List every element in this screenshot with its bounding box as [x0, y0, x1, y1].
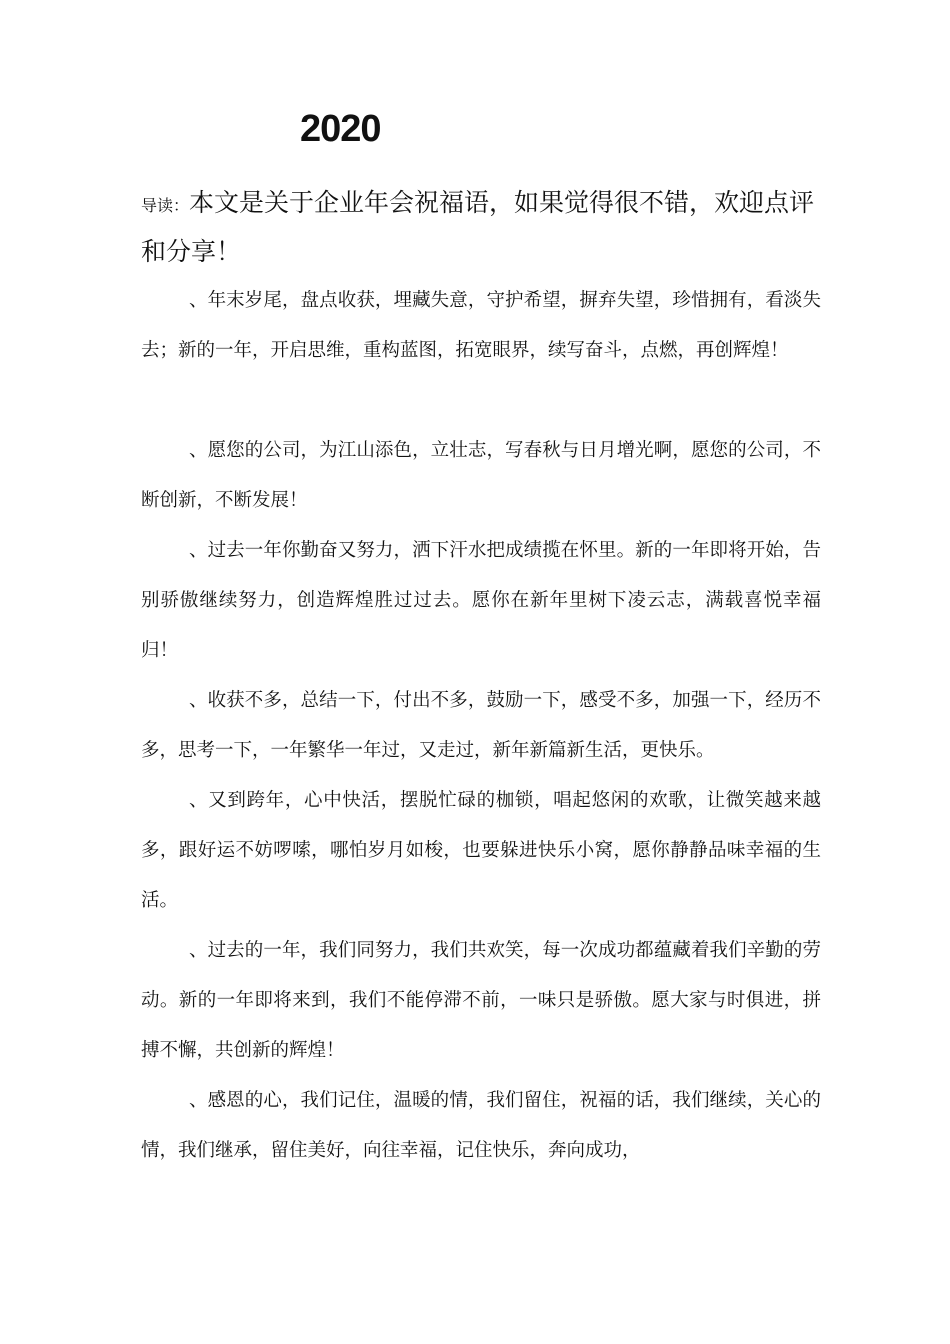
intro-text: 本文是关于企业年会祝福语，如果觉得很不错，欢迎点评和分享！ [141, 188, 815, 266]
paragraph-3: 、过去一年你勤奋又努力，洒下汗水把成绩揽在怀里。新的一年即将开始，告别骄傲继续努力，创造辉煌胜过过去。愿你在新年里树下凌云志，满载喜悦幸福归！ [141, 540, 821, 661]
paragraph-7: 、感恩的心，我们记住，温暖的情，我们留住，祝福的话，我们继续，关心的情，我们继承，留住美好，向往幸福，记住快乐，奔向成功， [141, 1090, 821, 1161]
document-title: 2020 [300, 108, 381, 150]
paragraph-6: 、过去的一年，我们同努力，我们共欢笑，每一次成功都蕴藏着我们辛勤的劳动。新的一年即将来到，我们不能停滞不前，一味只是骄傲。愿大家与时俱进，拼搏不懈，共创新的辉煌！ [141, 940, 821, 1061]
paragraph-4: 、收获不多，总结一下，付出不多，鼓励一下，感受不多，加强一下，经历不多，思考一下，一年繁华一年过，又走过，新年新篇新生活，更快乐。 [141, 690, 821, 761]
paragraph-5: 、又到跨年，心中快活，摆脱忙碌的枷锁，唱起悠闲的欢歌，让微笑越来越多，跟好运不妨啰嗦，哪怕岁月如梭，也要躲进快乐小窝，愿你静静品味幸福的生活。 [141, 790, 821, 911]
intro-paragraph [141, 180, 821, 275]
paragraph-1: 、年末岁尾，盘点收获，埋藏失意，守护希望，摒弃失望，珍惜拥有，看淡失去；新的一年，开启思维，重构蓝图，拓宽眼界，续写奋斗，点燃，再创辉煌！ [141, 290, 821, 361]
intro-lead-label: 导读： [141, 196, 190, 215]
paragraph-2: 、愿您的公司，为江山添色，立壮志，写春秋与日月增光啊，愿您的公司，不断创新，不断发展！ [141, 440, 821, 511]
